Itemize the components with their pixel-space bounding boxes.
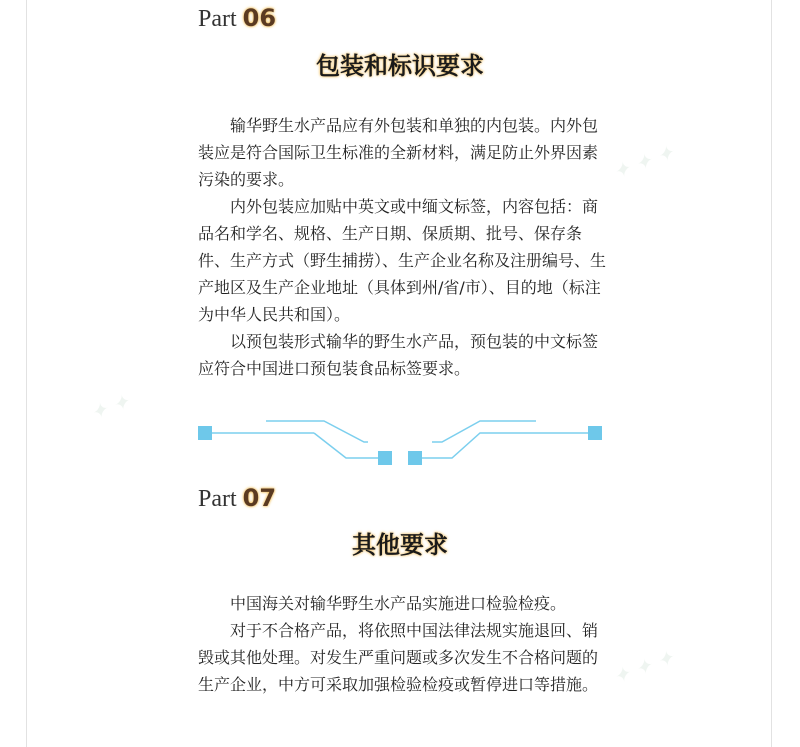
paragraph: 内外包装应加贴中英文或中缅文标签，内容包括：商品名和学名、规格、生产日期、保质期、批号、保存条件、生产方式（野生捕捞）、生产企业名称及注册编号、生产地区及生产企业地址（具体到州/省/市）、目的地（标注为中华人民共和国）。: [198, 197, 607, 324]
paragraph: 输华野生水产品应有外包装和单独的内包装。内外包装应是符合国际卫生标准的全新材料，满足防止外界因素污染的要求。: [198, 116, 599, 189]
part-label-06: [198, 4, 276, 33]
watermark: ✦ ✦ ✦: [609, 644, 678, 690]
circuit-divider: [196, 418, 606, 470]
part-number: 06: [242, 4, 277, 32]
part-word: Part: [198, 486, 237, 512]
part-number: 07: [242, 484, 277, 512]
paragraph: 对于不合格产品，将依照中国法律法规实施退回、销毁或其他处理。对发生严重问题或多次发生不合格问题的生产企业，中方可采取加强检验检疫或暂停进口等措施。: [198, 621, 599, 694]
part-label-07: [198, 484, 276, 513]
watermark: ✦ ✦ ✦: [609, 139, 678, 185]
paragraph: 中国海关对输华野生水产品实施进口检验检疫。: [230, 594, 567, 613]
section-title-07: 其他要求: [352, 531, 448, 559]
part-word: Part: [198, 6, 237, 32]
section-title-06: 包装和标识要求: [316, 52, 484, 80]
paragraph: 以预包装形式输华的野生水产品，预包装的中文标签应符合中国进口预包装食品标签要求。: [198, 332, 599, 378]
watermark: ✦ ✦: [87, 388, 133, 426]
